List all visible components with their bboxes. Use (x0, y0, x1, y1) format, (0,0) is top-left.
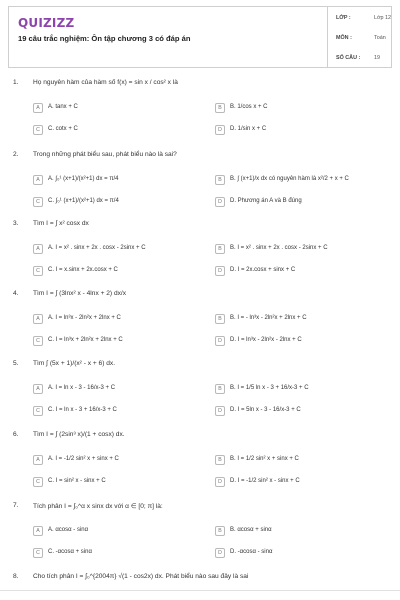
meta-panel (327, 7, 393, 67)
quizizz-logo: QUIZIZZ (18, 16, 75, 30)
option-letter-badge: C (33, 477, 43, 487)
option-letter-badge: C (33, 336, 43, 346)
option-text: A. I = x² . sinx + 2x . cosx - 2sinx + C (48, 245, 146, 251)
answer-option-a[interactable] (33, 455, 208, 465)
option-text: C. cotx + C (48, 126, 78, 132)
meta-class-value: Lớp 12 (374, 15, 392, 21)
answer-option-a[interactable] (33, 103, 208, 113)
document-title: 19 câu trắc nghiệm: Ôn tập chương 3 có đáp án (18, 34, 191, 43)
option-text: A. αcosα - sinα (48, 527, 89, 533)
answer-option-c[interactable] (33, 548, 208, 558)
option-letter-badge: A (33, 314, 43, 324)
option-text: D. 1/sin x + C (230, 126, 267, 132)
answer-option-c[interactable] (33, 336, 208, 346)
answer-option-d[interactable] (215, 548, 390, 558)
question-number: 1. (13, 79, 19, 86)
answer-option-b[interactable] (215, 314, 390, 324)
option-letter-badge: A (33, 244, 43, 254)
option-letter-badge: A (33, 455, 43, 465)
meta-subject-label: MÔN : (336, 35, 352, 41)
question-number: 2. (13, 151, 19, 158)
question-text: Trong những phát biểu sau, phát biểu nào là sai? (33, 151, 177, 158)
question-text: Tìm I = ∫ x² cosx dx (33, 220, 89, 227)
question-number: 5. (13, 360, 19, 367)
question-text: Tích phân I = ∫₀^α x sinx dx với α ∈ [0; π] là: (33, 503, 163, 510)
option-letter-badge: D (215, 477, 225, 487)
option-text: D. I = 5ln x - 3 - 16/x-3 + C (230, 407, 301, 413)
option-letter-badge: B (215, 384, 225, 394)
question-number: 4. (13, 290, 19, 297)
option-letter-badge: B (215, 244, 225, 254)
option-text: C. -αcosα + sinα (48, 549, 92, 555)
answer-option-c[interactable] (33, 125, 208, 135)
option-letter-badge: A (33, 103, 43, 113)
meta-count-label: SỐ CÂU : (336, 55, 361, 61)
option-letter-badge: C (33, 125, 43, 135)
option-text: B. 1/cos x + C (230, 104, 268, 110)
option-text: B. I = x² . sinx + 2x . cosx - 2sinx + C (230, 245, 328, 251)
meta-class-label: LỚP : (336, 15, 351, 21)
answer-option-b[interactable] (215, 175, 390, 185)
answer-option-c[interactable] (33, 266, 208, 276)
option-letter-badge: B (215, 175, 225, 185)
option-letter-badge: C (33, 548, 43, 558)
option-text: D. I = ln³x - 2ln²x - 2lnx + C (230, 337, 302, 343)
option-letter-badge: C (33, 197, 43, 207)
question-number: 8. (13, 573, 19, 580)
answer-option-d[interactable] (215, 336, 390, 346)
answer-option-d[interactable] (215, 125, 390, 135)
meta-subject (328, 27, 394, 47)
option-text: C. I = sin² x - sinx + C (48, 478, 106, 484)
answer-option-d[interactable] (215, 406, 390, 416)
question-text: Tìm I = ∫ (3lnx² x - 4lnx + 2) dx/x (33, 290, 127, 297)
answer-option-c[interactable] (33, 197, 208, 207)
option-letter-badge: C (33, 406, 43, 416)
option-letter-badge: D (215, 406, 225, 416)
option-letter-badge: D (215, 125, 225, 135)
option-letter-badge: D (215, 197, 225, 207)
option-text: B. I = 1/5 ln x - 3 + 16/x-3 + C (230, 385, 309, 391)
question-number: 3. (13, 220, 19, 227)
meta-class (328, 7, 394, 27)
question-text: Tìm I = ∫ (2sin³ x)/(1 + cosx) dx. (33, 431, 125, 438)
meta-count (328, 47, 394, 67)
document-header (8, 6, 392, 68)
answer-option-a[interactable] (33, 175, 208, 185)
option-letter-badge: D (215, 336, 225, 346)
option-text: B. I = 1/2 sin² x + sinx + C (230, 456, 299, 462)
option-text: A. I = ln x - 3 - 16/x-3 + C (48, 385, 116, 391)
question-text: Cho tích phân I = ∫₀^{2004π} √(1 - cos2x) dx. Phát biểu nào sau đây là sai (33, 573, 249, 580)
question-text: Tìm ∫ (5x + 1)/(x² - x + 6) dx. (33, 360, 116, 367)
answer-option-b[interactable] (215, 455, 390, 465)
option-text: B. ∫ (x+1)/x dx có nguyên hàm là x²/2 + x + C (230, 176, 349, 182)
answer-option-a[interactable] (33, 244, 208, 254)
option-letter-badge: C (33, 266, 43, 276)
option-text: C. I = ln³x + 2ln²x + 2lnx + C (48, 337, 123, 343)
question-number: 7. (13, 502, 19, 509)
option-text: D. Phương án A và B đúng (230, 198, 302, 204)
answer-option-b[interactable] (215, 244, 390, 254)
answer-option-a[interactable] (33, 384, 208, 394)
answer-option-b[interactable] (215, 103, 390, 113)
option-text: C. I = ln x - 3 + 16/x-3 + C (48, 407, 117, 413)
option-text: A. tanx + C (48, 104, 78, 110)
option-letter-badge: B (215, 103, 225, 113)
option-letter-badge: D (215, 266, 225, 276)
option-letter-badge: A (33, 526, 43, 536)
option-text: A. I = -1/2 sin² x + sinx + C (48, 456, 119, 462)
option-letter-badge: D (215, 548, 225, 558)
answer-option-d[interactable] (215, 197, 390, 207)
option-text: C. I = x.sinx + 2x.cosx + C (48, 267, 118, 273)
answer-option-c[interactable] (33, 477, 208, 487)
meta-count-value: 19 (374, 55, 380, 61)
answer-option-b[interactable] (215, 384, 390, 394)
option-text: B. αcosα + sinα (230, 527, 272, 533)
answer-option-c[interactable] (33, 406, 208, 416)
divider (0, 590, 400, 591)
answer-option-d[interactable] (215, 477, 390, 487)
meta-subject-value: Toán (374, 35, 386, 41)
option-text: A. I = ln³x - 2ln²x + 2lnx + C (48, 315, 121, 321)
answer-option-b[interactable] (215, 526, 390, 536)
option-letter-badge: B (215, 526, 225, 536)
option-text: C. ∫₀¹ (x+1)/(x²+1) dx = π/4 (48, 198, 119, 204)
option-letter-badge: A (33, 175, 43, 185)
answer-option-a[interactable] (33, 314, 208, 324)
option-text: A. ∫₀¹ (x+1)/(x²+1) dx = π/4 (48, 176, 119, 182)
option-letter-badge: A (33, 384, 43, 394)
option-text: B. I = - ln³x - 2ln²x + 2lnx + C (230, 315, 307, 321)
answer-option-a[interactable] (33, 526, 208, 536)
question-number: 6. (13, 431, 19, 438)
option-letter-badge: B (215, 455, 225, 465)
option-text: D. I = -1/2 sin² x - sinx + C (230, 478, 300, 484)
question-text: Họ nguyên hàm của hàm số f(x) = sin x / cos² x là (33, 79, 178, 86)
option-text: D. I = 2x.cosx + sinx + C (230, 267, 296, 273)
option-letter-badge: B (215, 314, 225, 324)
option-text: D. -αcosα - sinα (230, 549, 273, 555)
answer-option-d[interactable] (215, 266, 390, 276)
